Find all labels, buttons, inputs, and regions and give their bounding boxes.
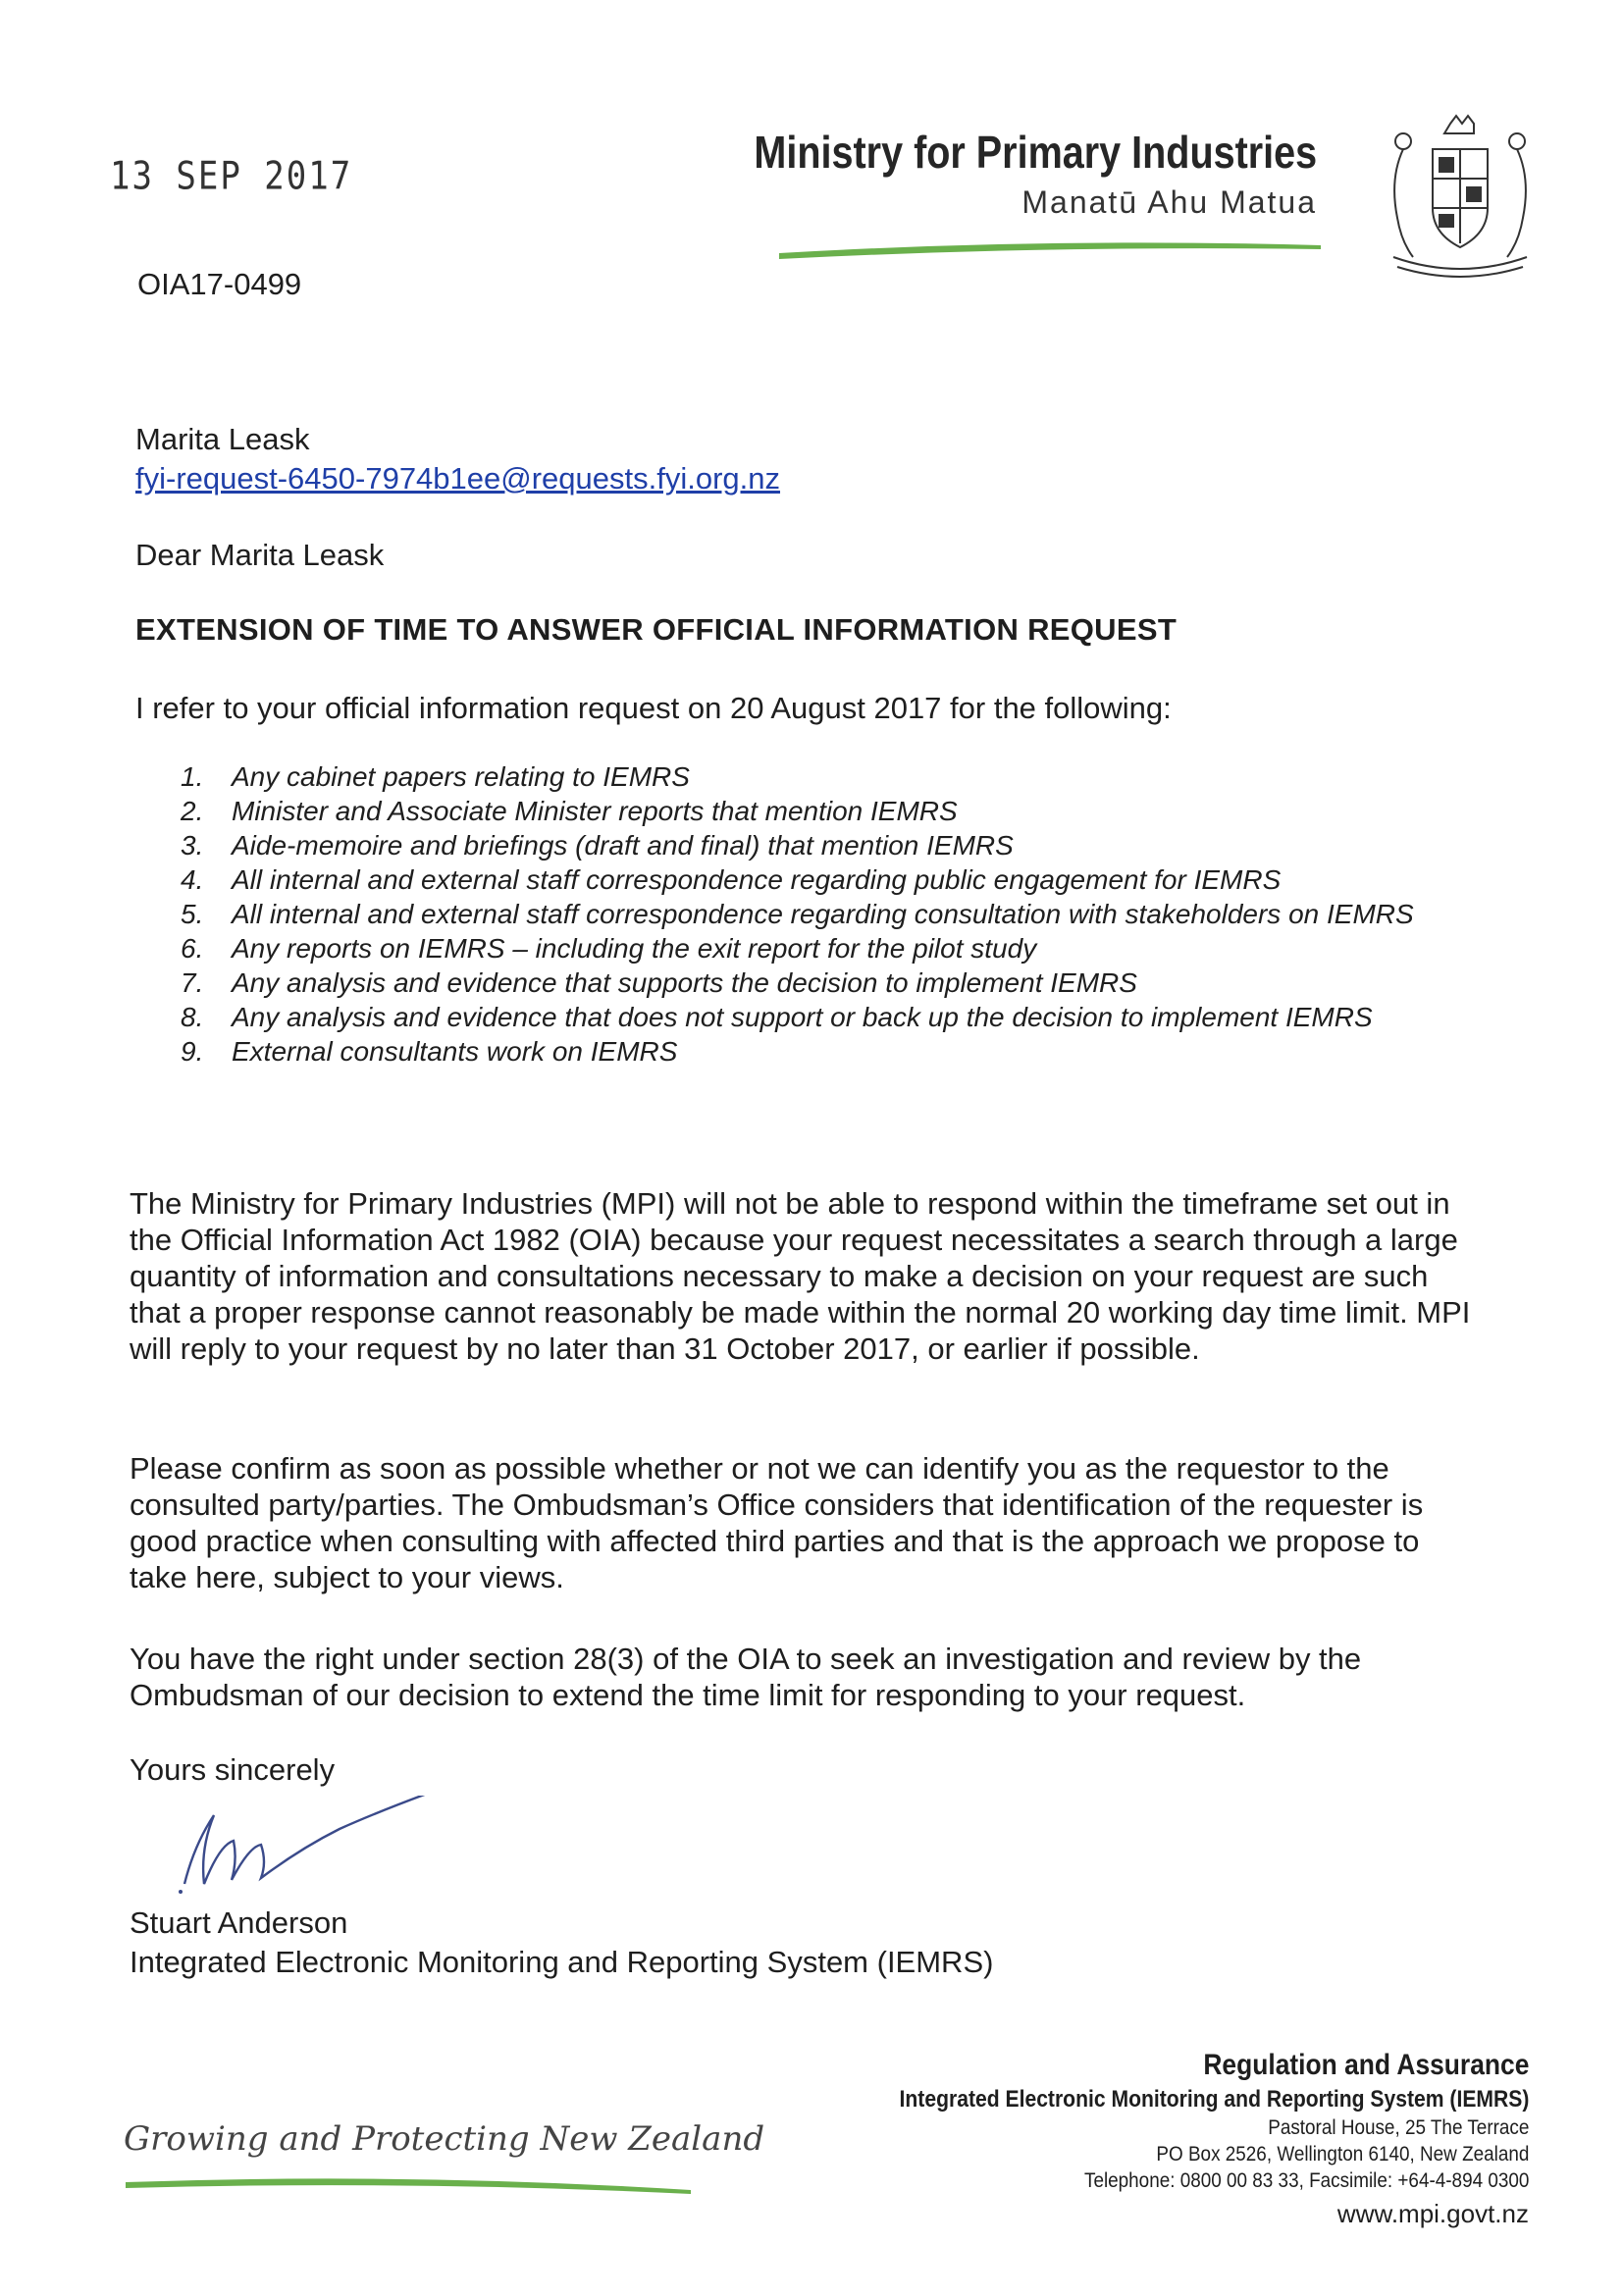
footer-phone: Telephone: 0800 00 83 33, Facsimile: +64-4-894 0300: [1083, 2169, 1529, 2192]
list-item-text: Any reports on IEMRS – including the exit report for the pilot study: [232, 933, 1037, 964]
list-item: [177, 759, 1452, 794]
ministry-maori-name: Manatū Ahu Matua: [1021, 184, 1317, 220]
recipient-email-link[interactable]: fyi-request-6450-7974b1ee@requests.fyi.org.nz: [135, 461, 781, 496]
ministry-name: Ministry for Primary Industries: [754, 127, 1317, 178]
reference-number: OIA17-0499: [137, 267, 302, 301]
signer-title: Integrated Electronic Monitoring and Reporting System (IEMRS): [130, 1945, 994, 1979]
list-item-text: Any analysis and evidence that supports the decision to implement IEMRS: [232, 967, 1137, 998]
list-item: [177, 794, 1452, 828]
list-item: [177, 931, 1452, 965]
list-item: [177, 1000, 1452, 1034]
request-list: [177, 759, 1452, 1069]
list-item-text: External consultants work on IEMRS: [232, 1036, 678, 1067]
tagline-swoosh-icon: [124, 2170, 693, 2198]
signer-name: Stuart Anderson: [130, 1905, 348, 1940]
body-paragraph-identification: Please confirm as soon as possible whether or not we can identify you as the requestor to the consulted party/parties. The Ombudsman’s Office considers that identification of the requester is good practice when consulting with affected third parties and that is the approach we propose to take here, subject to your views.: [130, 1451, 1424, 1594]
green-swoosh-icon: [775, 232, 1325, 265]
recipient-name: Marita Leask: [135, 422, 310, 456]
list-item-number: 8.: [181, 1002, 204, 1032]
footer-po-box: PO Box 2526, Wellington 6140, New Zealand: [1156, 2143, 1529, 2166]
list-item-number: 9.: [181, 1036, 204, 1067]
list-item-number: 2.: [181, 796, 204, 826]
body-paragraph-timeframe: The Ministry for Primary Industries (MPI) will not be able to respond within the timeframe set out in the Official Information Act 1982 (OIA) because your request necessitates a search through a large quantity of information and consultations necessary to make a decision on your request are such that a proper response cannot reasonably be made within the normal 20 working day time limit. MPI will reply to your request by no later than 31 October 2017, or earlier if possible.: [130, 1186, 1471, 1366]
footer-address-line: Pastoral House, 25 The Terrace: [1267, 2116, 1529, 2139]
list-item: [177, 828, 1452, 862]
footer-website-link[interactable]: www.mpi.govt.nz: [1336, 2199, 1529, 2228]
list-item: [177, 862, 1452, 897]
footer-division: Regulation and Assurance: [1202, 2049, 1529, 2081]
salutation: Dear Marita Leask: [135, 538, 385, 572]
list-item-text: Any cabinet papers relating to IEMRS: [232, 761, 690, 792]
letter-heading: EXTENSION OF TIME TO ANSWER OFFICIAL INFORMATION REQUEST: [135, 612, 1178, 647]
list-item-text: Any analysis and evidence that does not support or back up the decision to implement IEMRS: [232, 1002, 1373, 1032]
list-item-text: Aide-memoire and briefings (draft and final) that mention IEMRS: [232, 830, 1014, 861]
list-item-number: 6.: [181, 933, 204, 964]
signature-icon: [165, 1796, 479, 1904]
closing: Yours sincerely: [130, 1752, 336, 1787]
list-item: [177, 897, 1452, 931]
list-item-number: 5.: [181, 899, 204, 929]
list-item-number: 4.: [181, 864, 204, 895]
list-item-text: Minister and Associate Minister reports that mention IEMRS: [232, 796, 958, 826]
tagline: Growing and Protecting New Zealand: [124, 2119, 765, 2159]
list-item-text: All internal and external staff correspondence regarding public engagement for IEMRS: [232, 864, 1282, 895]
list-item-number: 1.: [181, 761, 204, 792]
intro-text: I refer to your official information request on 20 August 2017 for the following:: [135, 691, 1172, 725]
list-item-number: 3.: [181, 830, 204, 861]
nz-coat-of-arms-icon: [1364, 110, 1556, 287]
list-item: [177, 965, 1452, 1000]
body-paragraph-rights: You have the right under section 28(3) of the OIA to seek an investigation and review by the Ombudsman of our decision to extend the time limit for responding to your request.: [130, 1642, 1362, 1712]
date-stamp: 13 SEP 2017: [110, 154, 353, 199]
list-item-number: 7.: [181, 967, 204, 998]
footer-unit: Integrated Electronic Monitoring and Reporting System (IEMRS): [899, 2086, 1529, 2113]
list-item-text: All internal and external staff correspondence regarding consultation with stakeholders on IEMRS: [232, 899, 1414, 929]
list-item: [177, 1034, 1452, 1069]
footer-address-block: [813, 2049, 1529, 2229]
